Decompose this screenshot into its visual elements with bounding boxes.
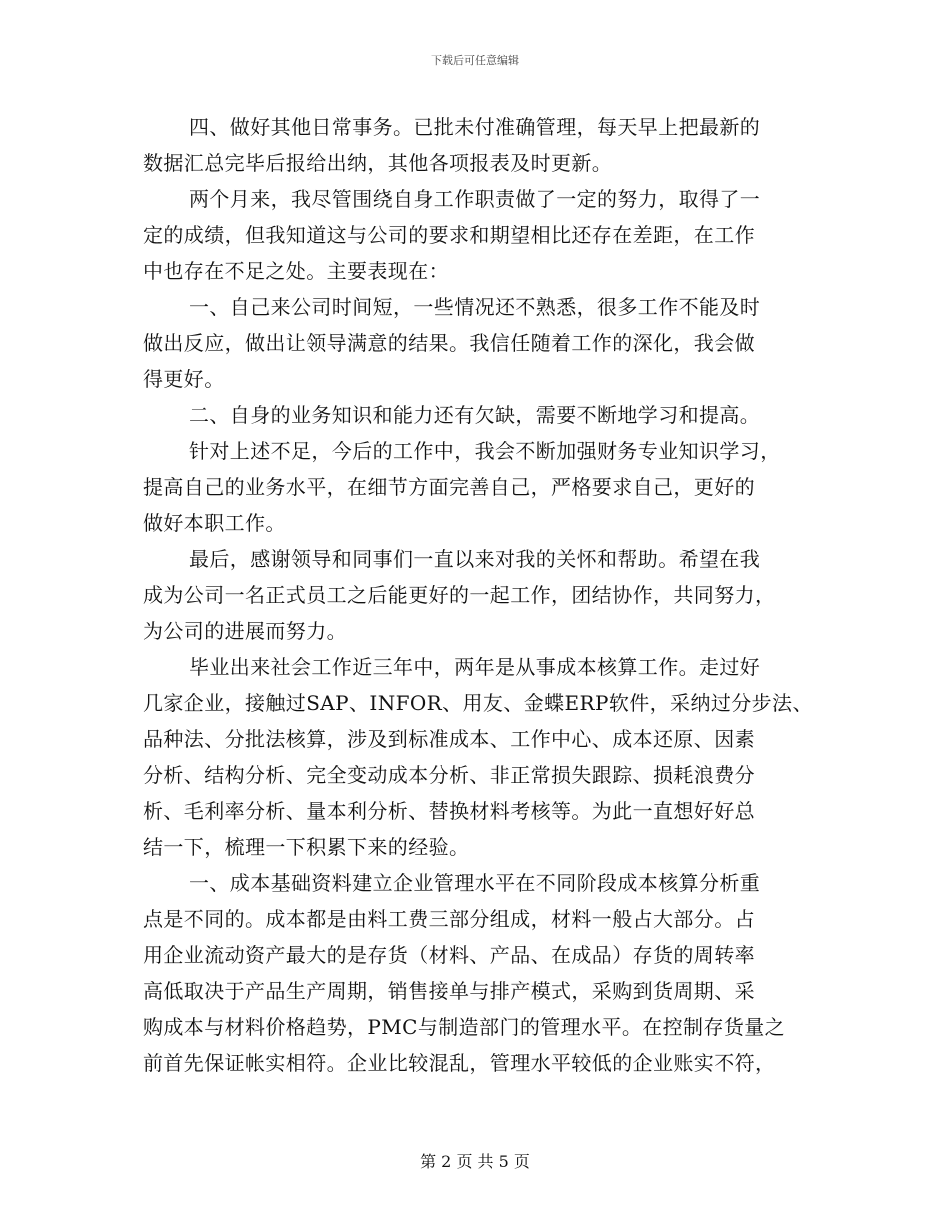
- text-line: 最后，感谢领导和同事们一直以来对我的关怀和帮助。希望在我: [189, 547, 761, 571]
- text-line: 两个月来，我尽管围绕自身工作职责做了一定的努力，取得了一: [189, 187, 761, 211]
- text-line: 做好本职工作。: [143, 511, 286, 535]
- text-line: 二、自身的业务知识和能力还有欠缺，需要不断地学习和提高。: [189, 403, 761, 427]
- text-line: 一、自己来公司时间短，一些情况还不熟悉，很多工作不能及时: [189, 295, 761, 319]
- text-line: 品种法、分批法核算，涉及到标准成本、工作中心、成本还原、因素: [143, 727, 755, 751]
- text-line: 前首先保证帐实相符。企业比较混乱，管理水平较低的企业账实不符，: [143, 1051, 776, 1075]
- text-line: 购成本与材料价格趋势，PMC与制造部门的管理水平。在控制存货量之: [143, 1015, 786, 1039]
- text-line: 分析、结构分析、完全变动成本分析、非正常损失跟踪、损耗浪费分: [143, 763, 755, 787]
- text-line: 析、毛利率分析、量本利分析、替换材料考核等。为此一直想好好总: [143, 799, 755, 823]
- document-body: [143, 109, 811, 1081]
- text-line: 用企业流动资产最大的是存货（材料、产品、在成品）存货的周转率: [143, 943, 755, 967]
- text-line: 针对上述不足，今后的工作中，我会不断加强财务专业知识学习，: [189, 439, 781, 463]
- text-line: 提高自己的业务水平，在细节方面完善自己，严格要求自己，更好的: [143, 475, 755, 499]
- text-line: 得更好。: [143, 367, 225, 391]
- text-line: 定的成绩，但我知道这与公司的要求和期望相比还存在差距，在工作: [143, 223, 755, 247]
- text-line: 为公司的进展而努力。: [143, 619, 347, 643]
- text-line: 四、做好其他日常事务。已批未付准确管理，每天早上把最新的: [189, 115, 761, 139]
- text-line: 成为公司一名正式员工之后能更好的一起工作，团结协作，共同努力，: [143, 583, 776, 607]
- text-line: 高低取决于产品生产周期，销售接单与排产模式，采购到货周期、采: [143, 979, 755, 1003]
- text-line: 点是不同的。成本都是由料工费三部分组成，材料一般占大部分。占: [143, 907, 755, 931]
- text-line: 几家企业，接触过SAP、INFOR、用友、金蝶ERP软件，采纳过分步法、: [143, 691, 813, 715]
- text-line: 中也存在不足之处。主要表现在：: [143, 259, 449, 283]
- text-line: 结一下，梳理一下积累下来的经验。: [143, 835, 470, 859]
- page-header: 下载后可任意编辑: [431, 54, 519, 67]
- text-line: 做出反应，做出让领导满意的结果。我信任随着工作的深化，我会做: [143, 331, 755, 355]
- text-line: 毕业出来社会工作近三年中，两年是从事成本核算工作。走过好: [189, 655, 761, 679]
- page-footer: 第 2 页 共 5 页: [420, 1152, 530, 1171]
- text-line: 数据汇总完毕后报给出纳，其他各项报表及时更新。: [143, 151, 613, 175]
- text-line: 一、成本基础资料建立企业管理水平在不同阶段成本核算分析重: [189, 871, 761, 895]
